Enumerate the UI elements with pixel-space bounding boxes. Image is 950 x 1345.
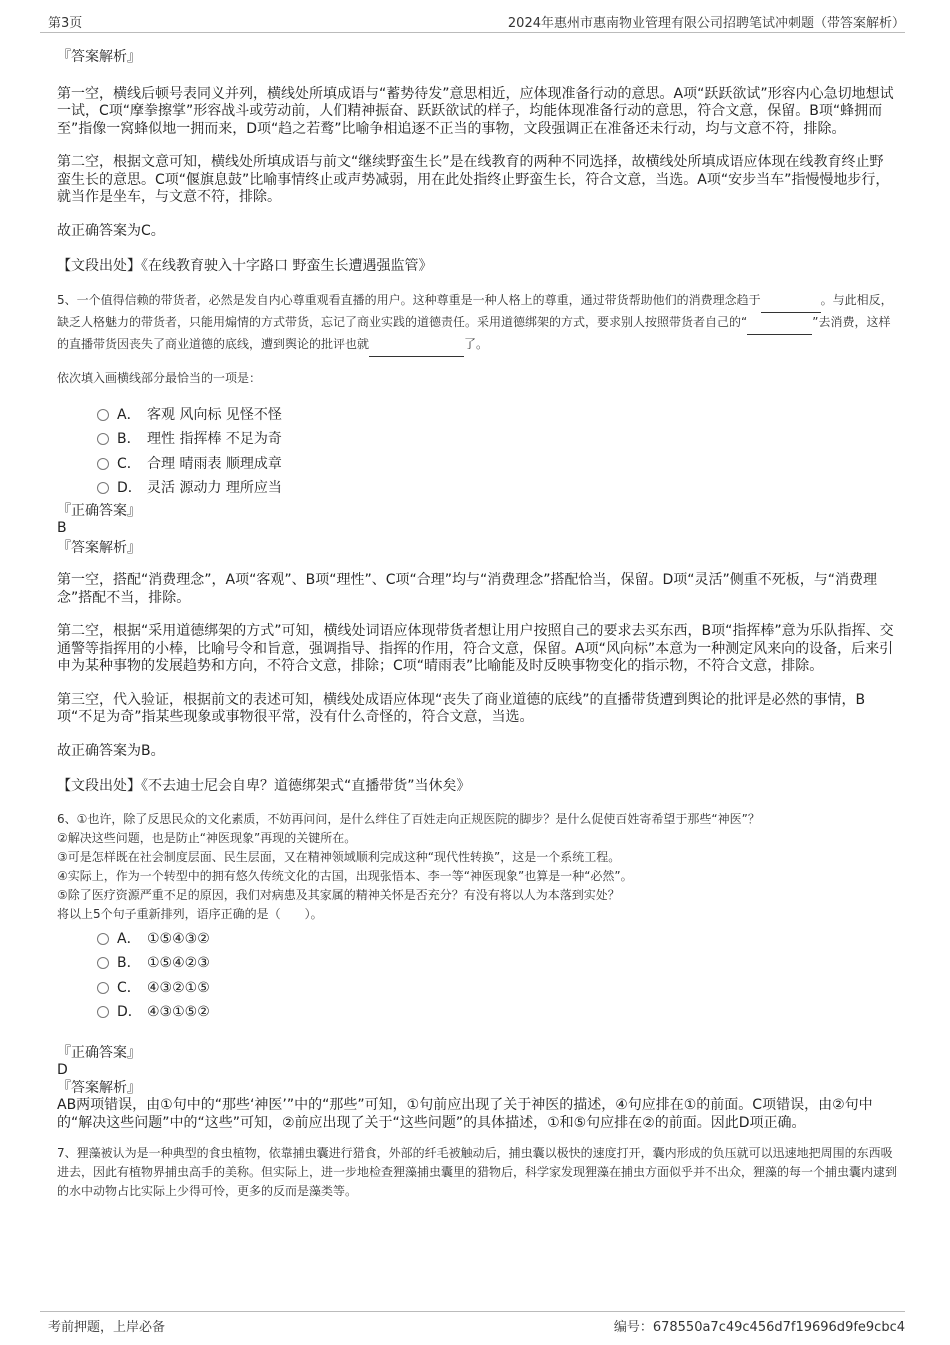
option-list <box>97 403 897 501</box>
question-line: ③可是怎样既在社会制度层面、民生层面，又在精神领域顺利完成这种“现代性转换”，这是一个系统工程。 <box>57 849 621 864</box>
question-stem <box>57 291 897 357</box>
stem-text: 了。 <box>464 336 489 351</box>
question-prompt: 依次填入画横线部分最恰当的一项是： <box>57 370 262 385</box>
passage-source: 【文段出处】《不去迪士尼会自卑？道德绑架式“直播带货”当休矣》 <box>57 778 471 794</box>
footer-slogan: 考前押题，上岸必备 <box>48 1320 166 1335</box>
fill-blank <box>761 293 821 313</box>
radio-icon[interactable] <box>97 933 109 945</box>
radio-icon[interactable] <box>97 482 109 494</box>
answer-conclusion: 故正确答案为B。 <box>57 742 165 759</box>
option-b[interactable]: B． 理性 指挥棒 不足为奇 <box>97 427 897 452</box>
stem-text: 5、一个值得信赖的带货者，必然是发自内心尊重观看直播的用户。这种尊重是一种人格上的尊重，通过带货帮助他们的消费理念趋于 <box>57 292 761 307</box>
radio-icon[interactable] <box>97 957 109 969</box>
fill-blank <box>369 337 464 357</box>
document-title: 2024年惠州市惠南物业管理有限公司招聘笔试冲刺题（带答案解析） <box>507 16 905 31</box>
correct-answer: B <box>57 520 67 536</box>
analysis-paragraph: 第二空，根据“采用道德绑架的方式”可知，横线处词语应体现带货者想让用户按照自己的要求去买东西，B项“指挥棒”意为乐队指挥、交通警等指挥用的小棒，比喻号令和旨意，强调指导、指挥的作用，符合文意，保留。A项“风向标”本意为一种测定风来向的设备，后来引申为某种事物的发展趋势和方向，不符合文意，排除；C项“晴雨表”比喻能及时反映事物变化的指示物，不符合文意，排除。 <box>57 623 894 674</box>
option-c[interactable]: C． 合理 晴雨表 顺理成章 <box>97 452 897 477</box>
analysis-paragraph: 第三空，代入验证，根据前文的表述可知，横线处成语应体现“丧失了商业道德的底线”的直播带货遭到舆论的批评是必然的事情，B项“不足为奇”指某些现象或事物很平常，没有什么奇怪的，符合文意，当选。 <box>57 691 866 725</box>
page-number: 第3页 <box>48 16 83 31</box>
correct-answer-label: 『正确答案』 <box>57 502 141 519</box>
radio-icon[interactable] <box>97 458 109 470</box>
main-content <box>57 45 897 1201</box>
answer-conclusion: 故正确答案为C。 <box>57 222 165 239</box>
question-line: 6、①也许，除了反思民众的文化素质，不妨再问问，是什么绊住了百姓走向正规医院的脚步？是什么促使百姓寄希望于那些“神医”？ <box>57 811 760 826</box>
option-b[interactable]: B． ①⑤④②③ <box>97 951 897 976</box>
option-d[interactable]: D． ④③①⑤② <box>97 1000 897 1025</box>
analysis-paragraph: 第一空，搭配“消费理念”，A项“客观”、B项“理性”、C项“合理”均与“消费理念”搭配恰当，保留。D项“灵活”侧重不死板，与“消费理念”搭配不当，排除。 <box>57 572 878 606</box>
option-list <box>97 927 897 1025</box>
question-line: ②解决这些问题，也是防止“神医现象”再现的关键所在。 <box>57 830 357 845</box>
radio-icon[interactable] <box>97 1006 109 1018</box>
question-line: ⑤除了医疗资源严重不足的原因，我们对病患及其家属的精神关怀是否充分？有没有将以人为本落到实处？ <box>57 887 620 902</box>
analysis-paragraph: AB两项错误，由①句中的“那些‘神医’”中的“那些”可知，①句前应出现了关于神医的描述，④句应排在①的前面。C项错误，由②句中的“解决这些问题”中的“这些”可知，②前应出现了关于“这些问题”的具体描述，①和⑤句应排在②的前面。因此D项正确。 <box>57 1097 873 1131</box>
option-a[interactable]: A． 客观 风向标 见怪不怪 <box>97 403 897 428</box>
document-id: 编号：678550a7c49c456d7f19696d9fe9cbc4 <box>613 1320 905 1335</box>
analysis-label: 『答案解析』 <box>57 1079 141 1096</box>
correct-answer: D <box>57 1062 68 1078</box>
question-line: ④实际上，作为一个转型中的拥有悠久传统文化的古国，出现张悟本、李一等“神医现象”也算是一种“必然”。 <box>57 868 633 883</box>
passage-source: 【文段出处】《在线教育驶入十字路口 野蛮生长遭遇强监管》 <box>57 258 433 274</box>
radio-icon[interactable] <box>97 433 109 445</box>
stem-text: ”去消费，这样的直播带货因丧失了商业道德的底线，遭到舆论的批评也就 <box>57 314 891 351</box>
option-a[interactable]: A． ①⑤④③② <box>97 927 897 952</box>
radio-icon[interactable] <box>97 982 109 994</box>
option-d[interactable]: D． 灵活 源动力 理所应当 <box>97 476 897 501</box>
page-header <box>40 10 905 33</box>
correct-answer-label: 『正确答案』 <box>57 1044 141 1061</box>
stem-text: 。与此相反，缺乏人格魅力的带货者，只能用煽情的方式带货，忘记了商业实践的道德责任。采用道德绑架的方式，要求别人按照带货者自己的“ <box>57 292 893 329</box>
option-c[interactable]: C． ④③②①⑤ <box>97 976 897 1001</box>
page-footer <box>40 1311 905 1338</box>
radio-icon[interactable] <box>97 409 109 421</box>
question-stem: 7、狸藻被认为是一种典型的食虫植物，依靠捕虫囊进行猎食，外部的纤毛被触动后，捕虫囊以极快的速度打开，囊内形成的负压就可以迅速地把周围的东西吸进去，因此有植物界捕虫高手的美称。但实际上，进一步地检查狸藻捕虫囊里的猎物后，科学家发现狸藻在捕虫方面似乎并不出众，狸藻的每一个捕虫囊内逮到的水中动物占比实际上少得可怜，更多的反而是藻类等。 <box>57 1146 898 1198</box>
analysis-paragraph: 第一空，横线后顿号表同义并列，横线处所填成语与“蓄势待发”意思相近，应体现准备行动的意思。A项“跃跃欲试”形容内心急切地想试一试，C项“摩拳擦掌”形容战斗或劳动前，人们精神振奋、跃跃欲试的样子，均能体现准备行动的意思，符合文意，保留。B项“蜂拥而至”指像一窝蜂似地一拥而来，D项“趋之若鹜”比喻争相追逐不正当的事物，文段强调正在准备还未行动，均与文意不符，排除。 <box>57 85 894 137</box>
question-prompt: 将以上5个句子重新排列，语序正确的是（ ）。 <box>57 906 323 921</box>
fill-blank <box>747 315 812 335</box>
analysis-label: 『答案解析』 <box>57 539 141 556</box>
analysis-label: 『答案解析』 <box>57 49 141 65</box>
analysis-paragraph: 第二空，根据文意可知，横线处所填成语与前文“继续野蛮生长”是在线教育的两种不同选择，故横线处所填成语应体现在线教育终止野蛮生长的意思。C项“偃旗息鼓”比喻事情终止或声势减弱，用在此处指终止野蛮生长，符合文意，当选。A项“安步当车”指慢慢地步行，就当作是坐车，与文意不符，排除。 <box>57 154 890 205</box>
